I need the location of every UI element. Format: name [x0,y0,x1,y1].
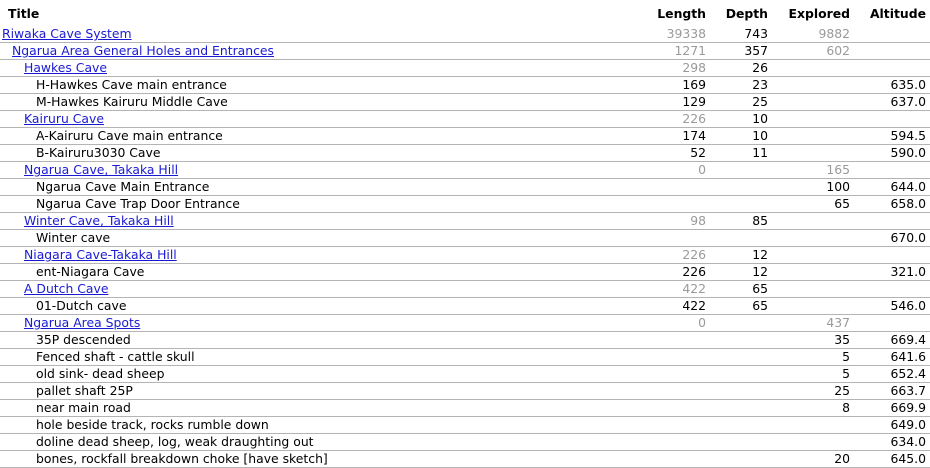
table-row [0,162,930,179]
cell-title [0,60,640,77]
cell-title [0,366,640,383]
cave-link[interactable]: Ngarua Area Spots [24,315,141,330]
cell-depth: 743 [710,26,772,43]
cell-explored: 35 [772,332,854,349]
cell-altitude: 649.0 [854,417,930,434]
cell-altitude: 594.5 [854,128,930,145]
cell-title [0,400,640,417]
cell-explored: 65 [772,196,854,213]
table-row [0,349,930,366]
cell-length: 0 [640,162,710,179]
cell-explored [772,145,854,162]
table-row [0,77,930,94]
entrance-label: ent-Niagara Cave [36,264,145,279]
cell-altitude [854,60,930,77]
table-row [0,213,930,230]
column-header-length[interactable]: Length [657,5,706,21]
cell-title [0,213,640,230]
cell-explored [772,77,854,94]
cell-title [0,332,640,349]
cell-length [640,400,710,417]
cell-explored [772,230,854,247]
table-row [0,451,930,468]
cell-explored [772,128,854,145]
entrance-label: bones, rockfall breakdown choke [have sketch] [36,451,328,466]
cell-length: 169 [640,77,710,94]
cell-altitude [854,213,930,230]
cell-explored: 5 [772,349,854,366]
table-header [0,0,930,26]
cell-title [0,162,640,179]
cell-depth [710,162,772,179]
table-row [0,179,930,196]
table-row [0,366,930,383]
cell-altitude: 546.0 [854,298,930,315]
cave-link[interactable]: Riwaka Cave System [2,26,132,41]
cell-length: 0 [640,315,710,332]
cell-title [0,434,640,451]
cell-length: 52 [640,145,710,162]
table-row [0,26,930,43]
cell-altitude [854,247,930,264]
cell-length [640,179,710,196]
entrance-label: hole beside track, rocks rumble down [36,417,269,432]
cell-explored: 9882 [772,26,854,43]
cell-length: 226 [640,111,710,128]
cell-explored [772,60,854,77]
cell-altitude: 635.0 [854,77,930,94]
entrance-label: M-Hawkes Kairuru Middle Cave [36,94,228,109]
table-row [0,434,930,451]
cell-depth [710,434,772,451]
table-row [0,417,930,434]
cell-length [640,434,710,451]
cell-title [0,247,640,264]
cell-altitude [854,162,930,179]
table-row [0,383,930,400]
entrance-label: 01-Dutch cave [36,298,127,313]
cell-depth [710,196,772,213]
table-row [0,400,930,417]
table-row [0,43,930,60]
entrance-label: doline dead sheep, log, weak draughting out [36,434,314,449]
cell-title [0,26,640,43]
cell-title [0,230,640,247]
cell-title [0,43,640,60]
cave-link[interactable]: Winter Cave, Takaka Hill [24,213,174,228]
cell-explored [772,264,854,281]
table-row [0,145,930,162]
cell-altitude: 637.0 [854,94,930,111]
entrance-label: A-Kairuru Cave main entrance [36,128,223,143]
cell-explored: 602 [772,43,854,60]
cave-link[interactable]: A Dutch Cave [24,281,109,296]
cell-depth: 23 [710,77,772,94]
cell-title [0,128,640,145]
cell-title [0,349,640,366]
cell-explored: 165 [772,162,854,179]
cell-title [0,315,640,332]
header-row [0,0,930,26]
cell-explored [772,298,854,315]
cell-title [0,111,640,128]
cell-length: 226 [640,247,710,264]
cell-title [0,298,640,315]
cell-length: 422 [640,298,710,315]
cell-length: 39338 [640,26,710,43]
cell-altitude: 644.0 [854,179,930,196]
column-header-altitude[interactable]: Altitude [869,5,926,21]
cell-title [0,417,640,434]
cell-depth [710,417,772,434]
cell-title [0,94,640,111]
entrance-label: Ngarua Cave Trap Door Entrance [36,196,240,211]
cell-length [640,417,710,434]
table-row [0,247,930,264]
table-row [0,196,930,213]
cave-link[interactable]: Ngarua Area General Holes and Entrances [12,43,275,58]
entrance-label: B-Kairuru3030 Cave [36,145,161,160]
cell-explored: 20 [772,451,854,468]
cell-explored: 437 [772,315,854,332]
column-header-title[interactable]: Title [8,5,40,21]
cell-depth [710,230,772,247]
cell-depth [710,366,772,383]
cell-altitude: 669.4 [854,332,930,349]
cell-altitude: 321.0 [854,264,930,281]
cell-explored: 8 [772,400,854,417]
table-row [0,94,930,111]
cell-title [0,383,640,400]
cell-length [640,196,710,213]
cell-length [640,366,710,383]
cell-explored: 5 [772,366,854,383]
table-row [0,315,930,332]
cell-length [640,349,710,366]
entrance-label: near main road [36,400,131,415]
entrance-label: H-Hawkes Cave main entrance [36,77,227,92]
cell-length: 129 [640,94,710,111]
cell-altitude: 652.4 [854,366,930,383]
table-body [0,26,930,468]
cell-depth: 10 [710,128,772,145]
cell-title [0,264,640,281]
cell-explored [772,247,854,264]
table-row [0,264,930,281]
cell-altitude: 670.0 [854,230,930,247]
cave-link[interactable]: Kairuru Cave [24,111,104,126]
cell-altitude [854,43,930,60]
cell-title [0,145,640,162]
cave-link[interactable]: Ngarua Cave, Takaka Hill [24,162,179,177]
cell-explored [772,213,854,230]
cell-length: 298 [640,60,710,77]
table-row [0,230,930,247]
cell-length: 98 [640,213,710,230]
cell-depth [710,400,772,417]
entrance-label: Fenced shaft - cattle skull [36,349,195,364]
cell-altitude: 590.0 [854,145,930,162]
cell-length [640,332,710,349]
table-row [0,60,930,77]
cell-depth: 357 [710,43,772,60]
cell-depth [710,332,772,349]
cell-depth: 10 [710,111,772,128]
cave-link[interactable]: Niagara Cave-Takaka Hill [24,247,177,262]
cell-depth [710,383,772,400]
cell-length: 226 [640,264,710,281]
cell-explored [772,281,854,298]
cell-title [0,281,640,298]
cell-altitude: 658.0 [854,196,930,213]
cell-depth: 12 [710,247,772,264]
table-row [0,111,930,128]
cell-title [0,196,640,213]
cell-depth [710,315,772,332]
cell-altitude: 663.7 [854,383,930,400]
cell-depth: 12 [710,264,772,281]
cell-length [640,451,710,468]
cell-depth [710,179,772,196]
cell-depth [710,451,772,468]
cell-explored [772,94,854,111]
column-header-depth[interactable]: Depth [725,5,768,21]
cell-title [0,451,640,468]
table-row [0,332,930,349]
cell-length: 422 [640,281,710,298]
cell-length: 1271 [640,43,710,60]
entrance-label: Ngarua Cave Main Entrance [36,179,210,194]
entrance-label: Winter cave [36,230,111,245]
entrance-label: pallet shaft 25P [36,383,133,398]
cell-depth: 85 [710,213,772,230]
column-header-explored[interactable]: Explored [788,5,850,21]
cell-depth: 25 [710,94,772,111]
cell-depth: 65 [710,281,772,298]
cell-length [640,230,710,247]
cell-altitude [854,281,930,298]
cell-title [0,77,640,94]
cell-depth: 65 [710,298,772,315]
cell-explored: 25 [772,383,854,400]
cell-length [640,383,710,400]
cell-depth [710,349,772,366]
cell-altitude: 669.9 [854,400,930,417]
cell-explored: 100 [772,179,854,196]
cave-link[interactable]: Hawkes Cave [24,60,107,75]
cell-altitude: 634.0 [854,434,930,451]
cell-explored [772,111,854,128]
cell-explored [772,434,854,451]
table-row [0,281,930,298]
table-row [0,298,930,315]
table-row [0,128,930,145]
cell-explored [772,417,854,434]
entrance-label: old sink- dead sheep [36,366,165,381]
cell-length: 174 [640,128,710,145]
cell-depth: 26 [710,60,772,77]
cell-depth: 11 [710,145,772,162]
entrance-label: 35P descended [36,332,131,347]
cell-altitude: 641.6 [854,349,930,366]
cell-altitude [854,111,930,128]
cell-altitude: 645.0 [854,451,930,468]
cell-altitude [854,315,930,332]
cell-title [0,179,640,196]
cell-altitude [854,26,930,43]
